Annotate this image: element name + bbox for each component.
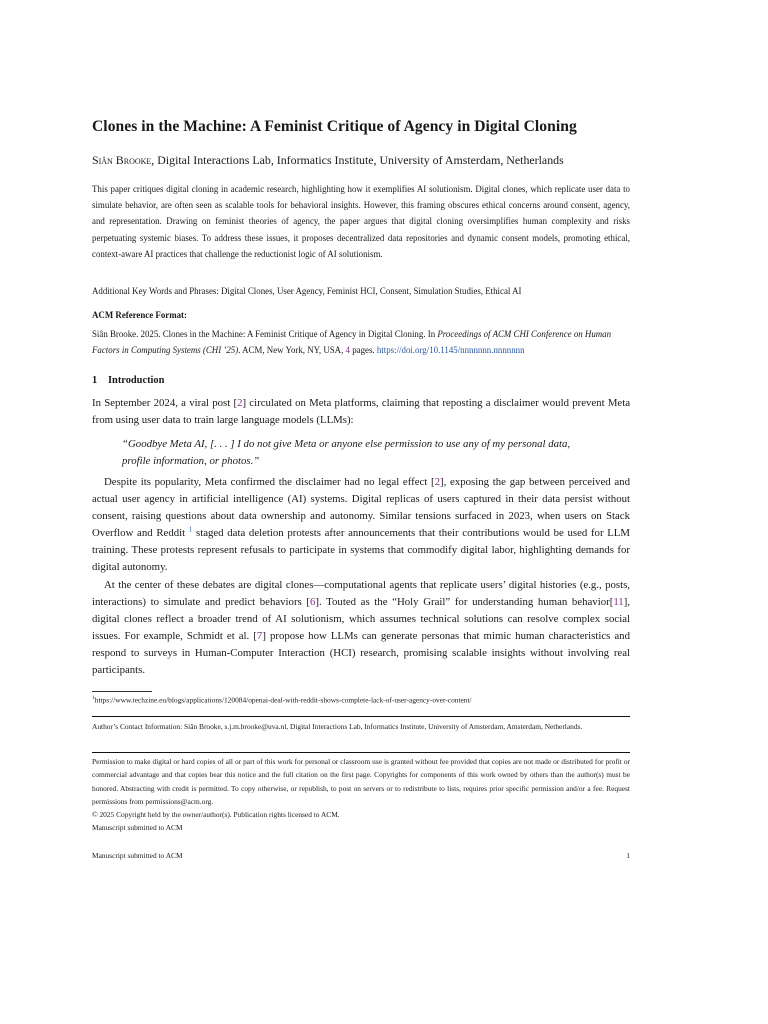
author-contact-info: Author’s Contact Information: Siân Brooke, s.j.m.brooke@uva.nl, Digital Interactions Lab, Informatics Institute, University of Amsterdam, Amsterdam, Netherlands.	[92, 722, 583, 731]
text-run: ] propose how LLMs can generate personas that mimic human characteristics and respond to surveys in Human-Computer Interaction (HCI) research, promising scalable insights without involving real participants.	[92, 630, 630, 677]
reference-format-heading: ACM Reference Format:	[92, 310, 187, 320]
copyright-notice: © 2025 Copyright held by the owner/author(s). Publication rights licensed to ACM.	[92, 810, 340, 819]
page-footer-left: Manuscript submitted to ACM	[92, 851, 183, 860]
divider	[92, 752, 630, 753]
citation-link[interactable]: 2	[237, 397, 243, 409]
abstract: This paper critiques digital cloning in academic research, highlighting how it exemplifies AI solutionism. Digital clones, which replicate user data to simulate behavior, are often seen as scalable tools for behavioral insights. However, this framing obscures ethical concerns around consent, agency, and representation. Drawing on feminist theories of agency, the paper argues that digital cloning oversimplifies human complexity and risks perpetuating systemic biases. To address these issues, it proposes decentralized data repositories and dynamic consent models, promoting ethical, context-aware AI practices that challenge the reductionist logic of AI solutionism.	[92, 184, 630, 259]
keywords: Additional Key Words and Phrases: Digital Clones, User Agency, Feminist HCI, Consent, Simulation Studies, Ethical AI	[92, 286, 522, 296]
block-quote: “Goodbye Meta AI, [. . . ] I do not give Meta or anyone else permission to use any of my personal data, profile information, or photos.”	[122, 438, 571, 468]
intro-paragraph-1	[92, 395, 630, 429]
author-name: Siân Brooke	[92, 153, 152, 167]
citation-link[interactable]: 11	[613, 596, 624, 609]
footnote-number: 1	[92, 695, 95, 701]
paper-title: Clones in the Machine: A Feminist Critique of Agency in Digital Cloning	[92, 118, 577, 135]
footnote	[92, 695, 630, 704]
footnote-divider	[92, 691, 152, 692]
author-affiliation: , Digital Interactions Lab, Informatics Institute, University of Amsterdam, Netherlands	[151, 153, 564, 167]
footnote-marker[interactable]: 1	[188, 525, 193, 534]
reference-prefix: Siân Brooke. 2025. Clones in the Machine: A Feminist Critique of Agency in Digital Cloning. In	[92, 329, 438, 339]
section-title: Introduction	[108, 375, 165, 386]
text-run: ]. Touted as the “Holy Grail” for understanding human behavior[	[315, 596, 614, 609]
text-run: ], digital clones reflect a broader trend of AI solutionism, which assumes technical solutions can resolve complex social issues. For example, Schmidt et al. [	[92, 596, 631, 643]
text-run: ] circulated on Meta platforms, claiming that reposting a disclaimer would prevent Meta from using user data to train large language models (LLMs):	[92, 397, 630, 427]
doi-link[interactable]: https://doi.org/10.1145/nnnnnnn.nnnnnnn	[376, 345, 525, 356]
text-run: ], exposing the gap between perceived and actual user agency in artificial intelligence (AI) systems. Digital replicas of users captured in their data persist without consent, raising questions about data ownership and autonomy. Similar tensions surfaced in 2023, when users on Stack Overflow and Reddit	[92, 476, 630, 540]
footnote-url[interactable]: https://www.techzine.eu/blogs/applications/120084/openai-deal-with-reddit-shows-complete-lack-of-user-agency-over-content/	[94, 695, 472, 705]
reference-format	[92, 326, 630, 358]
intro-paragraph-3	[92, 577, 630, 680]
text-run: At the center of these debates are digital clones—computational agents that replicate users’ digital histories (e.g., posts, interactions) to simulate and predict behaviors [	[92, 579, 630, 609]
permission-notice: Permission to make digital or hard copies of all or part of this work for personal or classroom use is granted without fee provided that copies are not made or distributed for profit or commercial advantage and that copies bear this notice and the full citation on the first page. Copyrights for components of this work owned by others than the author(s) must be honored. Abstracting with credit is permitted. To copy otherwise, or republish, to post on servers or to redistribute to lists, requires prior specific permission and/or a fee. Request permissions from permissions@acm.org.	[92, 757, 630, 807]
citation-link[interactable]: 2	[434, 476, 441, 488]
reference-pages: 4	[345, 345, 350, 356]
section-number: 1	[92, 375, 98, 386]
author-line	[92, 153, 630, 168]
citation-link[interactable]: 7	[256, 630, 263, 643]
section-heading	[92, 375, 164, 386]
text-run: staged data deletion protests after announcements that their contributions would be used for LLM training. These protests represent refusals to participate in systems that commodify digital labor, highlighting demands for digital autonomy.	[92, 527, 631, 574]
reference-venue: Proceedings of ACM CHI Conference on Human Factors in Computing Systems (CHI ’25)	[92, 329, 612, 356]
reference-pages-suffix: pages.	[349, 345, 377, 356]
text-run: Despite its popularity, Meta confirmed the disclaimer had no legal effect [	[104, 476, 435, 488]
paper-page	[92, 0, 630, 1024]
citation-link[interactable]: 6	[310, 596, 316, 609]
reference-publisher: . ACM, New York, NY, USA,	[238, 345, 346, 356]
text-run: In September 2024, a viral post [	[92, 397, 238, 409]
manuscript-note: Manuscript submitted to ACM	[92, 823, 183, 832]
divider	[92, 716, 630, 717]
intro-paragraph-2	[92, 474, 630, 577]
page-number: 1	[626, 851, 630, 860]
